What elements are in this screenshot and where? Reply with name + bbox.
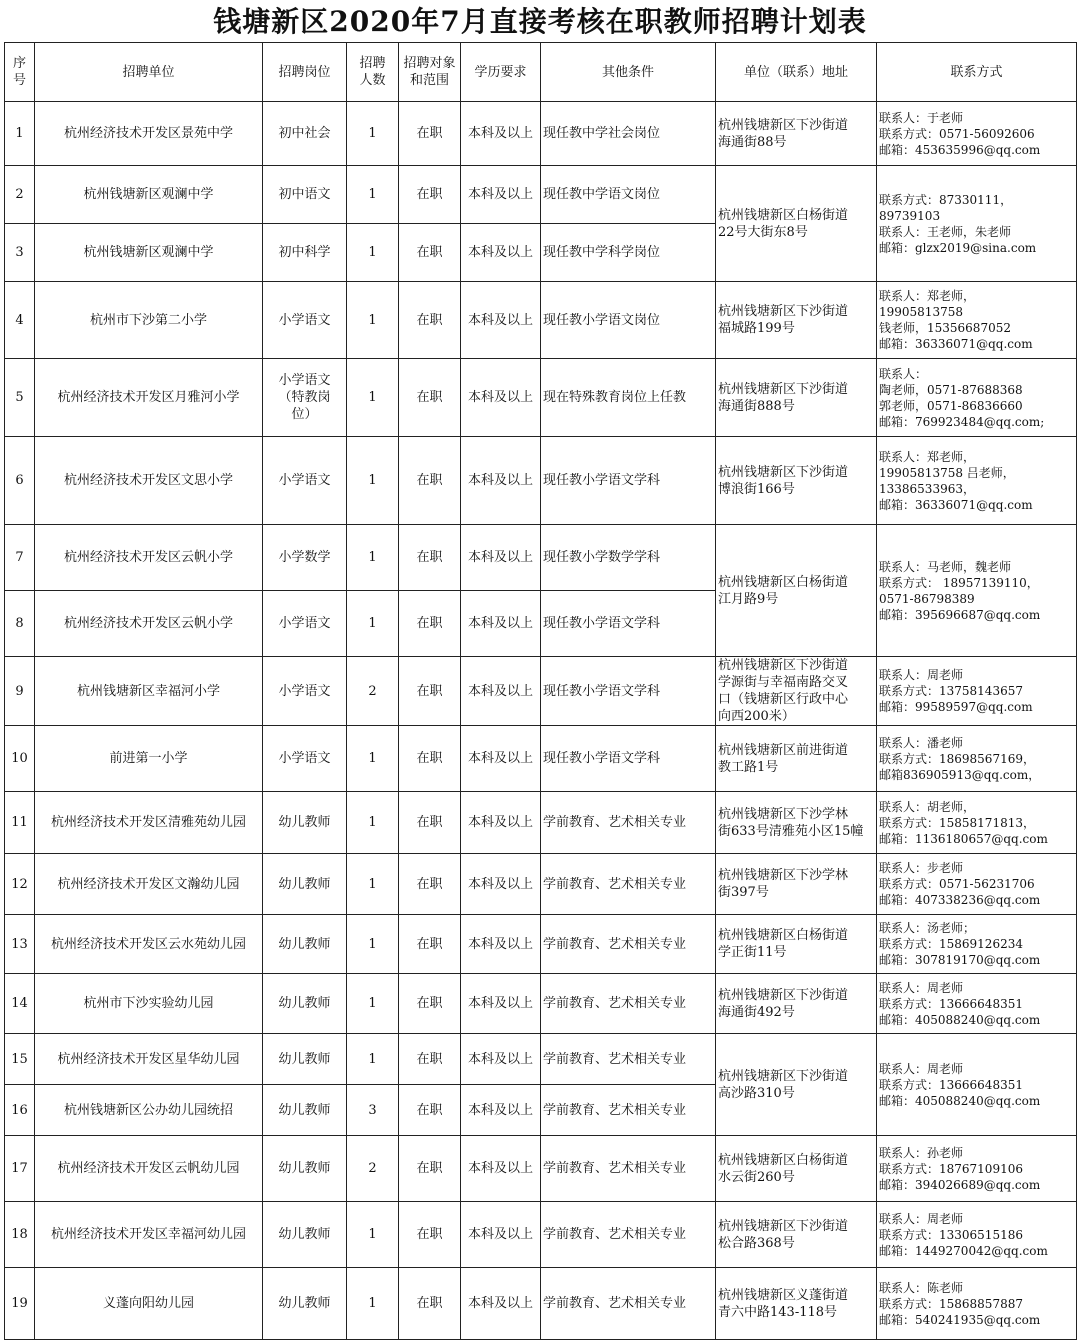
row-edu: 本科及以上 (461, 282, 541, 359)
table-header-row (5, 43, 1077, 102)
row-post: 幼儿教师 (263, 1202, 347, 1268)
table-row (5, 915, 1077, 974)
row-contact: 联系人：陈老师 联系方式：15868857887 邮箱：540241935@qq.com (877, 1268, 1077, 1340)
row-edu: 本科及以上 (461, 224, 541, 282)
row-seq: 14 (5, 974, 35, 1034)
row-unit: 杭州钱塘新区公办幼儿园统招 (35, 1085, 263, 1136)
row-post: 小学数学 (263, 525, 347, 591)
table-row (5, 792, 1077, 854)
row-target: 在职 (399, 1136, 461, 1202)
row-address: 杭州钱塘新区白杨街道 江月路9号 (716, 525, 877, 657)
table-row (5, 282, 1077, 359)
row-post: 小学语文 (263, 282, 347, 359)
row-post: 幼儿教师 (263, 1268, 347, 1340)
row-contact: 联系人：步老师 联系方式：0571-56231706 邮箱：407338236@qq.com (877, 854, 1077, 915)
row-contact: 联系人：潘老师 联系方式：18698567169， 邮箱836905913@qq.com， (877, 726, 1077, 792)
row-seq: 4 (5, 282, 35, 359)
table-row (5, 854, 1077, 915)
row-other: 学前教育、艺术相关专业 (541, 1085, 716, 1136)
row-edu: 本科及以上 (461, 726, 541, 792)
row-target: 在职 (399, 1085, 461, 1136)
row-count: 1 (347, 166, 399, 224)
row-unit: 杭州经济技术开发区云帆小学 (35, 525, 263, 591)
header-seq: 序 号 (5, 43, 35, 102)
row-address: 杭州钱塘新区下沙街道 海通街88号 (716, 102, 877, 166)
row-contact: 联系人：孙老师 联系方式：18767109106 邮箱：394026689@qq.com (877, 1136, 1077, 1202)
row-edu: 本科及以上 (461, 525, 541, 591)
row-contact: 联系人：汤老师； 联系方式：15869126234 邮箱：307819170@qq.com (877, 915, 1077, 974)
row-seq: 9 (5, 657, 35, 726)
row-unit: 杭州钱塘新区幸福河小学 (35, 657, 263, 726)
table-row (5, 1268, 1077, 1340)
row-seq: 3 (5, 224, 35, 282)
row-unit: 杭州经济技术开发区文思小学 (35, 437, 263, 525)
row-post: 初中科学 (263, 224, 347, 282)
row-other: 学前教育、艺术相关专业 (541, 1202, 716, 1268)
row-count: 1 (347, 726, 399, 792)
page-title: 钱塘新区2020年7月直接考核在职教师招聘计划表 (213, 5, 867, 38)
row-count: 1 (347, 974, 399, 1034)
row-other: 现任教中学科学岗位 (541, 224, 716, 282)
row-edu: 本科及以上 (461, 102, 541, 166)
row-count: 3 (347, 1085, 399, 1136)
row-seq: 17 (5, 1136, 35, 1202)
row-count: 1 (347, 854, 399, 915)
row-count: 1 (347, 915, 399, 974)
row-post: 幼儿教师 (263, 915, 347, 974)
row-count: 1 (347, 282, 399, 359)
row-unit: 杭州经济技术开发区星华幼儿园 (35, 1034, 263, 1085)
row-edu: 本科及以上 (461, 974, 541, 1034)
row-address: 杭州钱塘新区下沙街道 松合路368号 (716, 1202, 877, 1268)
header-address: 单位（联系）地址 (716, 43, 877, 102)
row-contact: 联系人：郑老师， 19905813758 钱老师，15356687052 邮箱：36336071@qq.com (877, 282, 1077, 359)
row-count: 1 (347, 359, 399, 437)
row-other: 学前教育、艺术相关专业 (541, 1034, 716, 1085)
row-post: 小学语文 (263, 657, 347, 726)
row-address: 杭州钱塘新区下沙街道 福城路199号 (716, 282, 877, 359)
row-post: 幼儿教师 (263, 792, 347, 854)
row-count: 2 (347, 657, 399, 726)
table-row (5, 102, 1077, 166)
row-address: 杭州钱塘新区下沙街道 博浪街166号 (716, 437, 877, 525)
row-edu: 本科及以上 (461, 166, 541, 224)
row-other: 现任教中学语文岗位 (541, 166, 716, 224)
row-target: 在职 (399, 974, 461, 1034)
row-count: 1 (347, 224, 399, 282)
row-seq: 13 (5, 915, 35, 974)
row-unit: 杭州经济技术开发区云水苑幼儿园 (35, 915, 263, 974)
row-post: 初中语文 (263, 166, 347, 224)
row-other: 现任教小学语文学科 (541, 726, 716, 792)
row-seq: 8 (5, 591, 35, 657)
row-other: 现任教中学社会岗位 (541, 102, 716, 166)
row-seq: 16 (5, 1085, 35, 1136)
row-contact: 联系人： 陶老师，0571-87688368 郭老师，0571-86836660 邮箱：769923484@qq.com; (877, 359, 1077, 437)
row-target: 在职 (399, 854, 461, 915)
row-count: 1 (347, 525, 399, 591)
table-row (5, 1034, 1077, 1085)
row-target: 在职 (399, 1202, 461, 1268)
row-contact: 联系人：周老师 联系方式：13758143657 邮箱：99589597@qq.com (877, 657, 1077, 726)
table-row (5, 359, 1077, 437)
row-seq: 12 (5, 854, 35, 915)
table-row (5, 166, 1077, 224)
row-unit: 杭州经济技术开发区清雅苑幼儿园 (35, 792, 263, 854)
row-target: 在职 (399, 657, 461, 726)
row-post: 幼儿教师 (263, 1034, 347, 1085)
row-target: 在职 (399, 726, 461, 792)
row-unit: 杭州市下沙第二小学 (35, 282, 263, 359)
header-other: 其他条件 (541, 43, 716, 102)
row-count: 2 (347, 1136, 399, 1202)
row-other: 学前教育、艺术相关专业 (541, 854, 716, 915)
row-contact: 联系人：于老师 联系方式：0571-56092606 邮箱：453635996@qq.com (877, 102, 1077, 166)
row-contact: 联系人：马老师，魏老师 联系方式： 18957139110， 0571-86798389 邮箱：395696687@qq.com (877, 525, 1077, 657)
table-body (5, 102, 1077, 1340)
row-edu: 本科及以上 (461, 854, 541, 915)
row-edu: 本科及以上 (461, 1034, 541, 1085)
row-count: 1 (347, 792, 399, 854)
row-edu: 本科及以上 (461, 792, 541, 854)
row-contact: 联系人：郑老师， 19905813758 吕老师， 13386533963， 邮箱：36336071@qq.com (877, 437, 1077, 525)
row-count: 1 (347, 437, 399, 525)
row-target: 在职 (399, 282, 461, 359)
header-target: 招聘对象 和范围 (399, 43, 461, 102)
row-seq: 18 (5, 1202, 35, 1268)
row-unit: 杭州经济技术开发区云帆小学 (35, 591, 263, 657)
row-address: 杭州钱塘新区下沙街道 海通街888号 (716, 359, 877, 437)
row-seq: 7 (5, 525, 35, 591)
row-unit: 杭州钱塘新区观澜中学 (35, 166, 263, 224)
row-seq: 10 (5, 726, 35, 792)
row-unit: 杭州经济技术开发区幸福河幼儿园 (35, 1202, 263, 1268)
table-row (5, 726, 1077, 792)
recruitment-table (4, 42, 1077, 1340)
row-target: 在职 (399, 359, 461, 437)
row-seq: 11 (5, 792, 35, 854)
row-edu: 本科及以上 (461, 657, 541, 726)
row-post: 小学语文 (263, 437, 347, 525)
row-target: 在职 (399, 525, 461, 591)
row-other: 现任教小学语文学科 (541, 437, 716, 525)
row-edu: 本科及以上 (461, 591, 541, 657)
row-post: 小学语文 (263, 726, 347, 792)
row-target: 在职 (399, 1034, 461, 1085)
row-edu: 本科及以上 (461, 1268, 541, 1340)
row-address: 杭州钱塘新区下沙街道 高沙路310号 (716, 1034, 877, 1136)
row-count: 1 (347, 591, 399, 657)
row-edu: 本科及以上 (461, 1085, 541, 1136)
table-row (5, 437, 1077, 525)
row-address: 杭州钱塘新区白杨街道 22号大街东8号 (716, 166, 877, 282)
row-address: 杭州钱塘新区下沙学林 街397号 (716, 854, 877, 915)
row-post: 小学语文 （特教岗 位） (263, 359, 347, 437)
row-other: 现任教小学语文学科 (541, 591, 716, 657)
row-target: 在职 (399, 102, 461, 166)
header-count: 招聘 人数 (347, 43, 399, 102)
row-unit: 前进第一小学 (35, 726, 263, 792)
table-row (5, 657, 1077, 726)
table-row (5, 1202, 1077, 1268)
row-other: 现任教小学语文岗位 (541, 282, 716, 359)
row-address: 杭州钱塘新区前进街道 教工路1号 (716, 726, 877, 792)
row-target: 在职 (399, 591, 461, 657)
row-address: 杭州钱塘新区下沙学林 街633号清雅苑小区15幢 (716, 792, 877, 854)
row-post: 小学语文 (263, 591, 347, 657)
header-edu: 学历要求 (461, 43, 541, 102)
row-contact: 联系人：周老师 联系方式：13666648351 邮箱：405088240@qq.com (877, 1034, 1077, 1136)
row-unit: 杭州经济技术开发区文瀚幼儿园 (35, 854, 263, 915)
row-unit: 杭州经济技术开发区景苑中学 (35, 102, 263, 166)
row-post: 幼儿教师 (263, 1085, 347, 1136)
row-seq: 2 (5, 166, 35, 224)
row-other: 学前教育、艺术相关专业 (541, 792, 716, 854)
row-other: 学前教育、艺术相关专业 (541, 1268, 716, 1340)
row-address: 杭州钱塘新区下沙街道 学源街与幸福南路交叉 口（钱塘新区行政中心 向西200米） (716, 657, 877, 726)
row-edu: 本科及以上 (461, 437, 541, 525)
row-contact: 联系人：胡老师， 联系方式：15858171813， 邮箱：1136180657@qq.com (877, 792, 1077, 854)
row-target: 在职 (399, 437, 461, 525)
row-unit: 杭州经济技术开发区云帆幼儿园 (35, 1136, 263, 1202)
header-post: 招聘岗位 (263, 43, 347, 102)
row-post: 初中社会 (263, 102, 347, 166)
row-address: 杭州钱塘新区白杨街道 水云街260号 (716, 1136, 877, 1202)
row-target: 在职 (399, 1268, 461, 1340)
row-target: 在职 (399, 224, 461, 282)
row-target: 在职 (399, 166, 461, 224)
row-edu: 本科及以上 (461, 1202, 541, 1268)
row-edu: 本科及以上 (461, 915, 541, 974)
row-seq: 5 (5, 359, 35, 437)
row-contact: 联系方式：87330111， 89739103 联系人：王老师，朱老师 邮箱：glzx2019@sina.com (877, 166, 1077, 282)
row-seq: 6 (5, 437, 35, 525)
row-seq: 15 (5, 1034, 35, 1085)
row-edu: 本科及以上 (461, 1136, 541, 1202)
row-contact: 联系人：周老师 联系方式：13306515186 邮箱：1449270042@qq.com (877, 1202, 1077, 1268)
row-target: 在职 (399, 792, 461, 854)
table-row (5, 974, 1077, 1034)
row-seq: 19 (5, 1268, 35, 1340)
table-row (5, 525, 1077, 591)
row-address: 杭州钱塘新区白杨街道 学正街11号 (716, 915, 877, 974)
row-target: 在职 (399, 915, 461, 974)
table-row (5, 1136, 1077, 1202)
row-count: 1 (347, 1268, 399, 1340)
row-other: 学前教育、艺术相关专业 (541, 1136, 716, 1202)
row-seq: 1 (5, 102, 35, 166)
row-post: 幼儿教师 (263, 1136, 347, 1202)
row-count: 1 (347, 1034, 399, 1085)
header-contact: 联系方式 (877, 43, 1077, 102)
row-contact: 联系人：周老师 联系方式：13666648351 邮箱：405088240@qq.com (877, 974, 1077, 1034)
row-other: 学前教育、艺术相关专业 (541, 915, 716, 974)
header-unit: 招聘单位 (35, 43, 263, 102)
row-unit: 杭州钱塘新区观澜中学 (35, 224, 263, 282)
row-post: 幼儿教师 (263, 974, 347, 1034)
row-unit: 杭州市下沙实验幼儿园 (35, 974, 263, 1034)
row-unit: 义蓬向阳幼儿园 (35, 1268, 263, 1340)
row-other: 现任教小学数学学科 (541, 525, 716, 591)
row-post: 幼儿教师 (263, 854, 347, 915)
row-unit: 杭州经济技术开发区月雅河小学 (35, 359, 263, 437)
row-count: 1 (347, 102, 399, 166)
row-count: 1 (347, 1202, 399, 1268)
row-other: 现在特殊教育岗位上任教 (541, 359, 716, 437)
row-address: 杭州钱塘新区下沙街道 海通街492号 (716, 974, 877, 1034)
row-other: 学前教育、艺术相关专业 (541, 974, 716, 1034)
row-address: 杭州钱塘新区义蓬街道 青六中路143-118号 (716, 1268, 877, 1340)
row-edu: 本科及以上 (461, 359, 541, 437)
row-other: 现任教小学语文学科 (541, 657, 716, 726)
